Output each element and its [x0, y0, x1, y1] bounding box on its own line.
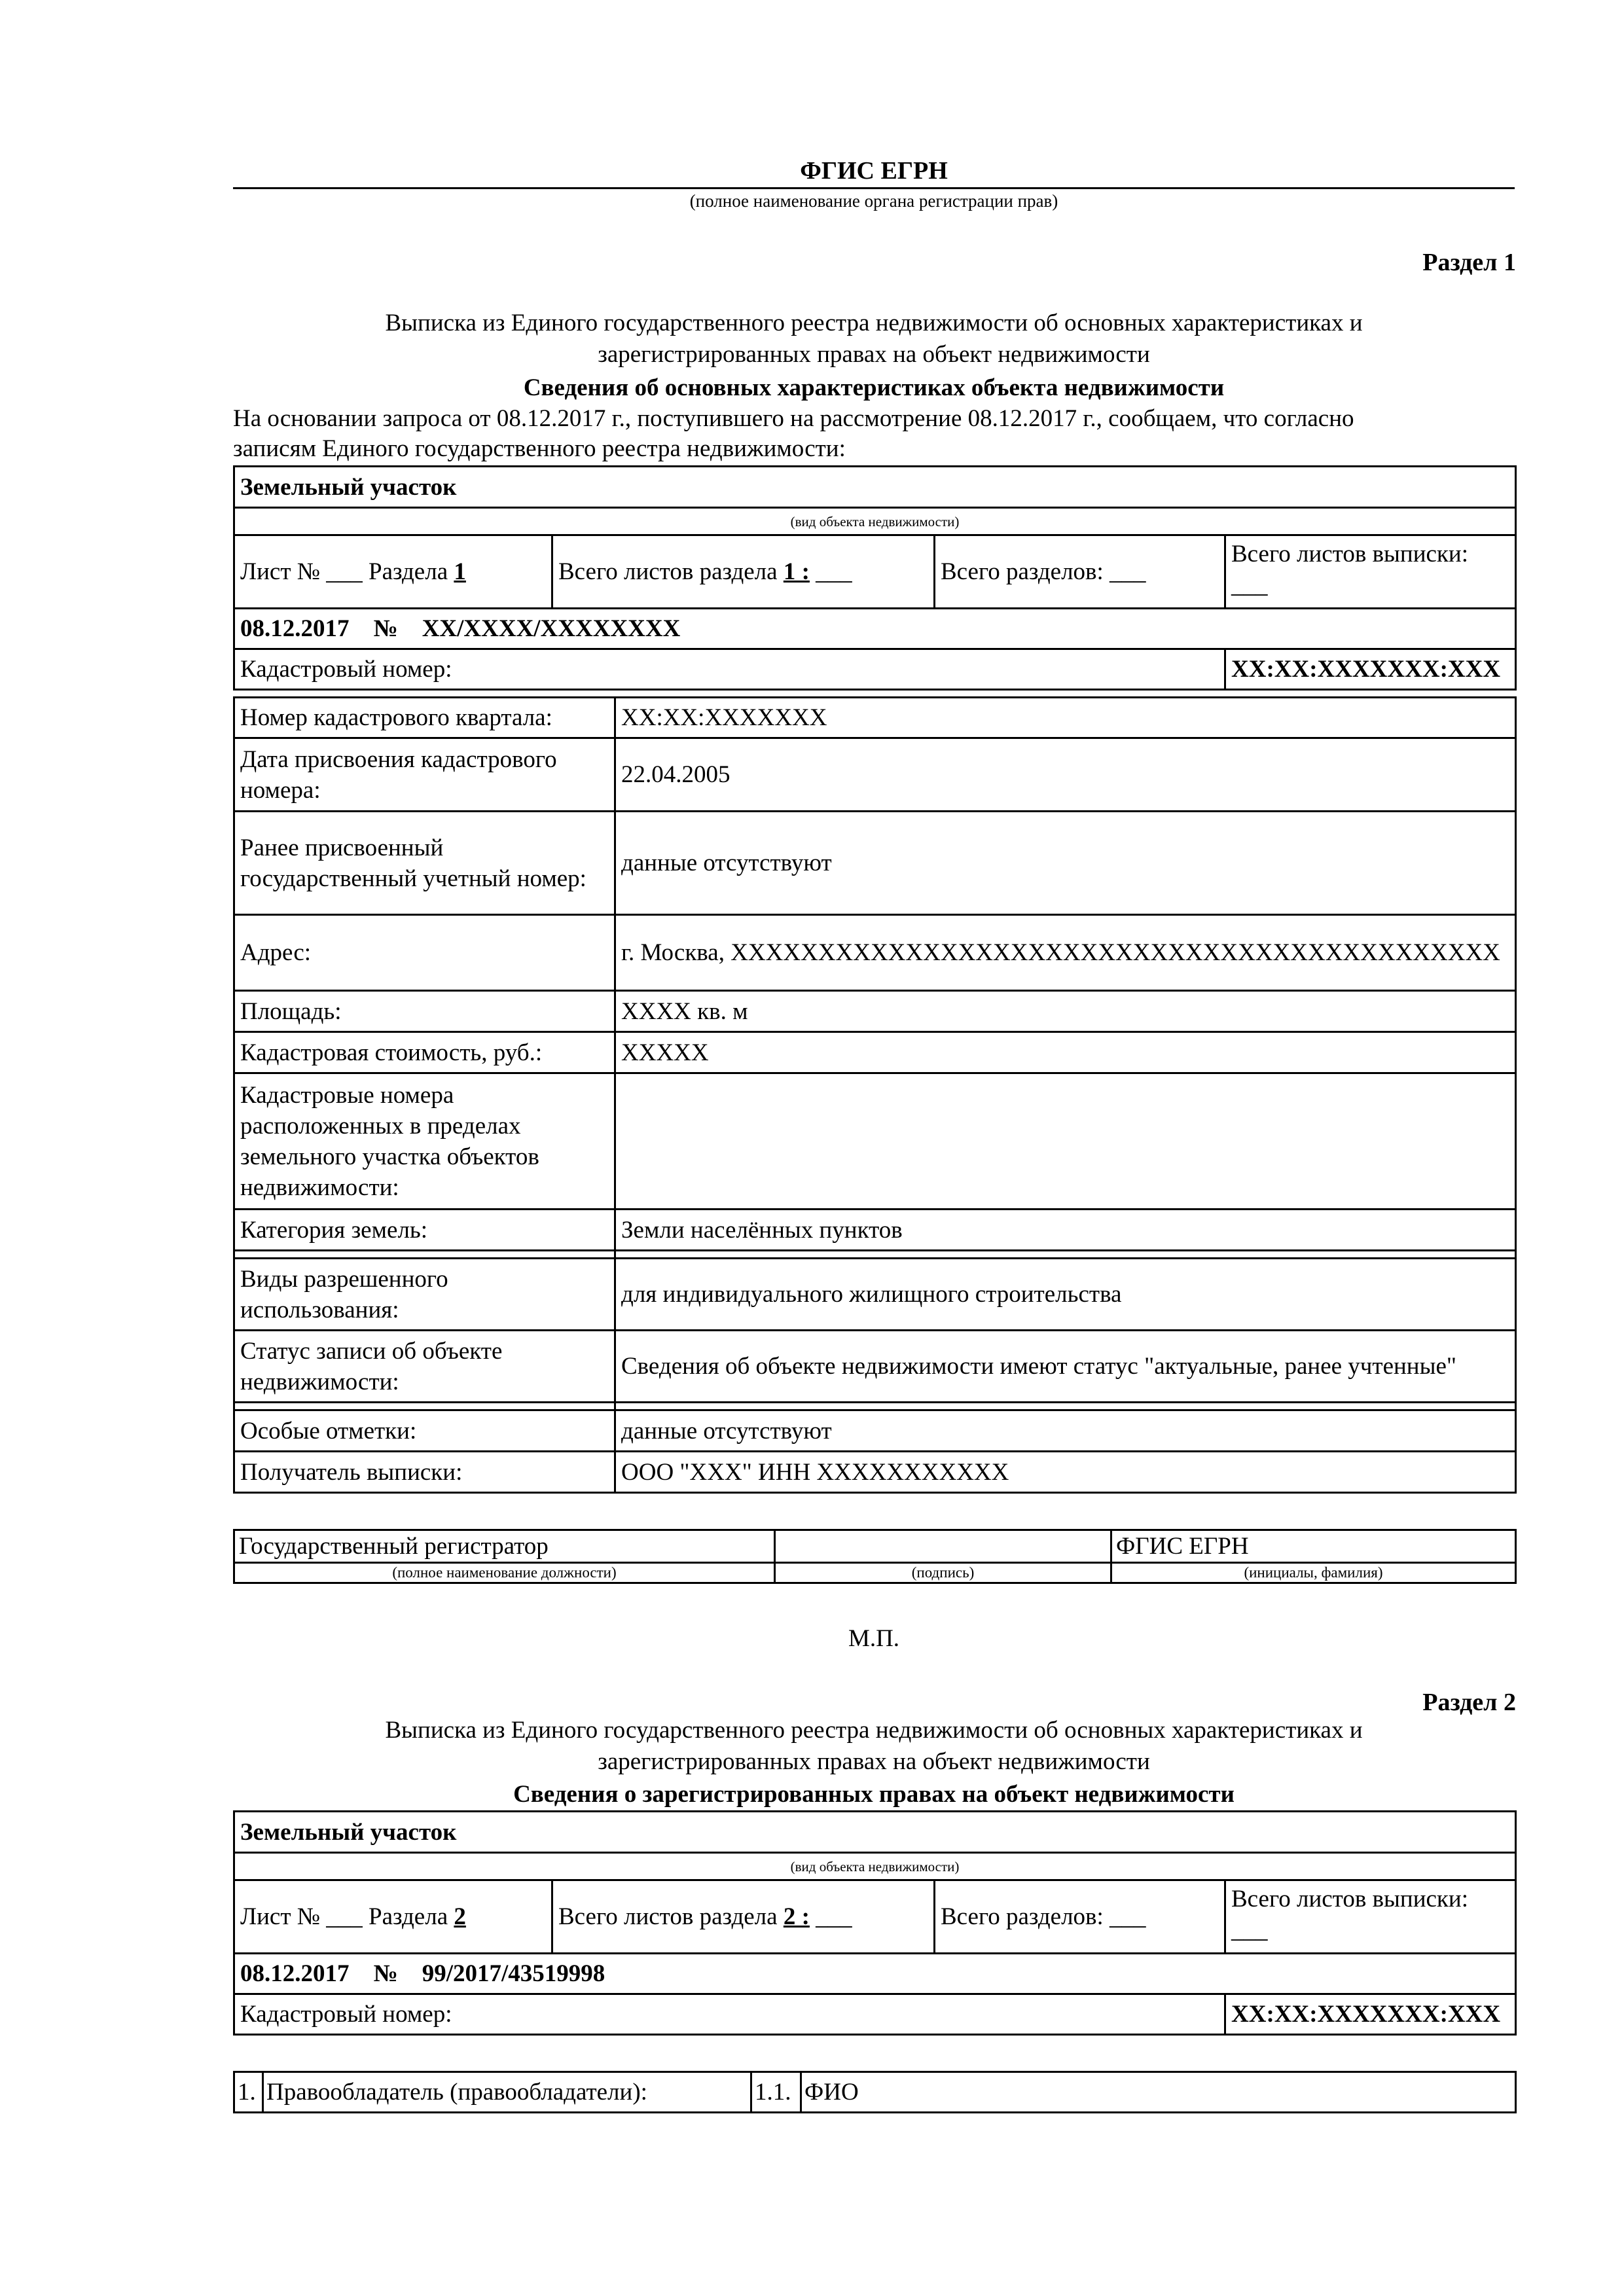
section2-sheet-section-num: 2 [454, 1903, 466, 1930]
section1-sheet-label: Лист № ___ Раздела [240, 558, 448, 585]
section2-total-sections: Всего разделов: ___ [935, 1880, 1225, 1954]
section1-total-sections: Всего разделов: ___ [935, 535, 1225, 609]
section1-total-sheets-label: Всего листов выписки: [1231, 541, 1468, 567]
section1-sheets-in-section-value: 1 : [783, 558, 810, 585]
section1-label: Раздел 1 [1422, 249, 1516, 276]
signature-table [233, 1529, 1517, 1584]
section2-total-sheets-cell [1225, 1880, 1516, 1954]
section1-total-sheets-cell [1225, 535, 1516, 609]
section1-sheet-cell [234, 535, 552, 609]
signature-field [775, 1530, 1111, 1563]
details-label: Номер кадастрового квартала: [234, 698, 615, 738]
owner-num: 1. [234, 2072, 263, 2113]
details-value: г. Москва, XXXXXXXXXXXXXXXXXXXXXXXXXXXXXXXXXXXXXXXXXXXX [615, 915, 1516, 991]
section1-sheets-in-section-cell [552, 535, 935, 609]
details-value: Земли населённых пунктов [615, 1210, 1516, 1251]
owner-value: ФИО [801, 2072, 1516, 2113]
details-value: Сведения об объекте недвижимости имеют статус "актуальные, ранее учтенные" [615, 1331, 1516, 1403]
signature-name-caption: (инициалы, фамилия) [1111, 1563, 1516, 1583]
section1-sheet-section-num: 1 [454, 558, 466, 585]
section2-object-type-caption: (вид объекта недвижимости) [234, 1853, 1516, 1880]
section2-sheet-label: Лист № ___ Раздела [240, 1903, 448, 1930]
section1-cadastral-label: Кадастровый номер: [234, 649, 1225, 690]
section2-doc-title-line1: Выписка из Единого государственного реестра недвижимости об основных характеристиках и [385, 1717, 1363, 1744]
details-label: Дата присвоения кадастрового номера: [234, 738, 615, 812]
section2-date-number [234, 1954, 1516, 1994]
section2-header-table [233, 1810, 1517, 2036]
details-label: Адрес: [234, 915, 615, 991]
section1-doc-title-line1: Выписка из Единого государственного реестра недвижимости об основных характеристиках и [385, 310, 1363, 336]
details-label: Площадь: [234, 991, 615, 1032]
section1-details-table [233, 696, 1517, 1494]
section2-sheets-in-section-blank: ___ [816, 1903, 852, 1930]
section1-doc-title [233, 308, 1515, 370]
details-row [234, 1331, 1516, 1403]
details-row [234, 1073, 1516, 1210]
details-value: XX:XX:XXXXXXX [615, 698, 1516, 738]
section2-date: 08.12.2017 [240, 1960, 350, 1987]
section1-header-table [233, 465, 1517, 691]
section1-sheets-in-section-blank: ___ [816, 558, 852, 585]
owner-sub-num: 1.1. [751, 2072, 801, 2113]
details-row [234, 991, 1516, 1032]
details-label: Особые отметки: [234, 1410, 615, 1452]
signature-position: Государственный регистратор [234, 1530, 775, 1563]
section2-sheets-in-section-cell [552, 1880, 935, 1954]
details-row [234, 1032, 1516, 1073]
details-label: Статус записи об объекте недвижимости: [234, 1331, 615, 1403]
signature-position-caption: (полное наименование должности) [234, 1563, 775, 1583]
details-value: данные отсутствуют [615, 1410, 1516, 1452]
details-value [615, 1073, 1516, 1210]
details-label: Ранее присвоенный государственный учетный номер: [234, 812, 615, 915]
details-row [234, 1452, 1516, 1493]
signature-field-caption: (подпись) [775, 1563, 1111, 1583]
section2-sheet-cell [234, 1880, 552, 1954]
details-row [234, 915, 1516, 991]
org-caption: (полное наименование органа регистрации прав) [689, 191, 1058, 211]
details-value: 22.04.2005 [615, 738, 1516, 812]
section2-total-sheets-blank: ___ [1231, 1916, 1268, 1943]
details-row [234, 738, 1516, 812]
spacer-row [234, 1403, 1516, 1410]
section2-sheets-in-section-value: 2 : [783, 1903, 810, 1930]
details-row [234, 1259, 1516, 1331]
section1-date: 08.12.2017 [240, 615, 350, 642]
details-label: Кадастровые номера расположенных в пределах земельного участка объектов недвижимости: [234, 1073, 615, 1210]
section1-intro [233, 404, 1515, 464]
section1-doc-title-line2: зарегистрированных правах на объект недвижимости [598, 341, 1150, 368]
section1-intro-line2: записям Единого государственного реестра недвижимости: [233, 435, 846, 462]
details-row [234, 1210, 1516, 1251]
section1-total-sheets-blank: ___ [1231, 571, 1268, 598]
section2-owner-table [233, 2071, 1517, 2113]
org-title-underline [233, 187, 1515, 189]
section1-date-number [234, 609, 1516, 649]
section1-cadastral-value: XX:XX:XXXXXXX:XXX [1225, 649, 1516, 690]
spacer-row [234, 1251, 1516, 1259]
section1-intro-line1: На основании запроса от 08.12.2017 г., поступившего на рассмотрение 08.12.2017 г., сообщаем, что согласно [233, 405, 1354, 432]
details-row [234, 812, 1516, 915]
section2-label: Раздел 2 [1422, 1689, 1516, 1716]
details-row [234, 698, 1516, 738]
section1-subtitle: Сведения об основных характеристиках объекта недвижимости [523, 374, 1225, 401]
details-label: Виды разрешенного использования: [234, 1259, 615, 1331]
section2-number: 99/2017/43519998 [422, 1960, 605, 1987]
section2-number-sign: № [373, 1960, 398, 1987]
details-label: Кадастровая стоимость, руб.: [234, 1032, 615, 1073]
section2-doc-title [233, 1715, 1515, 1778]
section2-cadastral-value: XX:XX:XXXXXXX:XXX [1225, 1994, 1516, 2035]
details-value: XXXX кв. м [615, 991, 1516, 1032]
section2-doc-title-line2: зарегистрированных правах на объект недвижимости [598, 1748, 1150, 1775]
section1-number: XX/XXXX/XXXXXXXX [422, 615, 681, 642]
section2-total-sheets-label: Всего листов выписки: [1231, 1886, 1468, 1912]
stamp-mark: М.П. [848, 1625, 900, 1652]
details-label: Получатель выписки: [234, 1452, 615, 1493]
details-value: данные отсутствуют [615, 812, 1516, 915]
details-row [234, 1410, 1516, 1452]
owner-label: Правообладатель (правообладатели): [263, 2072, 751, 2113]
section1-object-type-caption: (вид объекта недвижимости) [234, 508, 1516, 535]
section1-number-sign: № [373, 615, 398, 642]
section2-sheets-in-section-label: Всего листов раздела [558, 1903, 778, 1930]
section1-object-type: Земельный участок [234, 467, 1516, 508]
section2-object-type: Земельный участок [234, 1812, 1516, 1853]
details-value: для индивидуального жилищного строительства [615, 1259, 1516, 1331]
details-value: XXXXX [615, 1032, 1516, 1073]
details-value: ООО "XXX" ИНН XXXXXXXXXXX [615, 1452, 1516, 1493]
details-label: Категория земель: [234, 1210, 615, 1251]
section1-sheets-in-section-label: Всего листов раздела [558, 558, 778, 585]
section2-cadastral-label: Кадастровый номер: [234, 1994, 1225, 2035]
section2-subtitle: Сведения о зарегистрированных правах на объект недвижимости [513, 1781, 1235, 1808]
signature-name: ФГИС ЕГРН [1111, 1530, 1516, 1563]
org-title: ФГИС ЕГРН [800, 157, 948, 185]
